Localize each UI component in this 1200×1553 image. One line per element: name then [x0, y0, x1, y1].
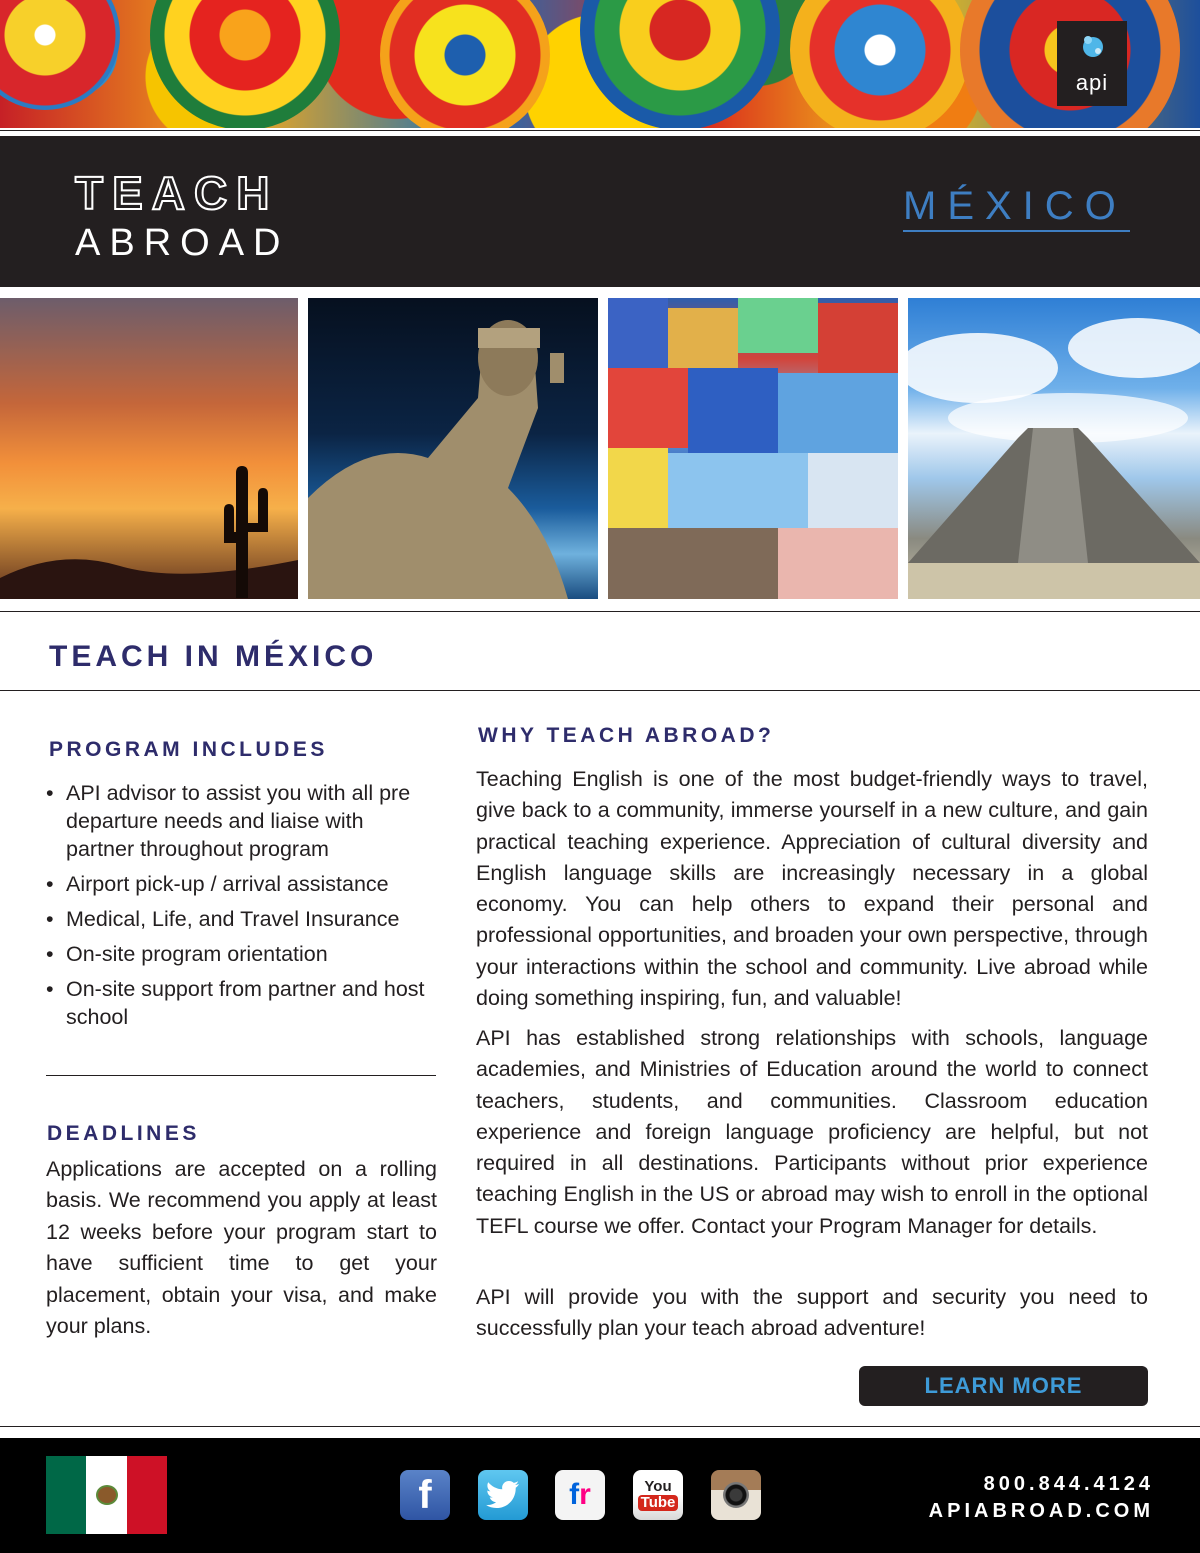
youtube-icon[interactable]: You Tube	[633, 1470, 683, 1520]
divider	[46, 1075, 436, 1076]
why-paragraph-3: API will provide you with the support and security you need to successfully plan your teach abroad adventure!	[476, 1285, 1148, 1341]
deadlines-heading: DEADLINES	[47, 1122, 200, 1145]
list-item: • On-site program orientation	[46, 942, 328, 966]
phone-number[interactable]: 800.844.4124	[983, 1473, 1154, 1495]
facebook-icon[interactable]: f	[400, 1470, 450, 1520]
program-includes-heading: PROGRAM INCLUDES	[49, 738, 328, 761]
bowl-decoration	[790, 0, 970, 128]
list-item: • On-site support from partner and host school	[46, 977, 425, 1029]
divider	[0, 130, 1200, 131]
deadlines-text: Applications are accepted on a rolling basis. We recommend you apply at least 12 weeks before your program start to have sufficient time to get your placement, obtain your visa, and make your plans.	[46, 1157, 437, 1339]
divider	[0, 1426, 1200, 1427]
list-item: • Airport pick-up / arrival assistance	[46, 872, 389, 896]
mexico-flag-icon	[46, 1456, 167, 1534]
camera-lens-icon	[723, 1482, 749, 1508]
api-logo-text: api	[1075, 70, 1109, 95]
why-paragraph-1: Teaching English is one of the most budget-friendly ways to travel, give back to a community, immerse yourself in a new culture, and gain practical teaching experience. Appreciation of cultural diversity and English language skills are increasingly necessary in a global economy. You can help others to expand their personal and professional opportunities, and broaden your own perspective, through your interactions within the school and community. Live abroad while doing something inspiring, fun, and valuable!	[476, 767, 1148, 1011]
contact-info	[929, 1471, 1154, 1525]
why-paragraph-2: API has established strong relationships with schools, language academies, and Ministries of Education around the world to connect teachers, students, and communities. Classroom education experience and foreign language proficiency are helpful, but not required in all destinations. Participants without prior experience teaching English in the US or abroad may wish to enroll in the optional TEFL course we offer. Contact your Program Manager for details.	[476, 1026, 1148, 1238]
bowl-decoration	[380, 0, 550, 128]
bowl-decoration	[0, 0, 120, 110]
instagram-icon[interactable]	[711, 1470, 761, 1520]
photo-colorful-houses	[608, 298, 898, 599]
list-item: • Medical, Life, and Travel Insurance	[46, 907, 400, 931]
divider	[0, 611, 1200, 612]
twitter-bird-icon	[486, 1481, 520, 1509]
photo-chac-mool-statue	[308, 298, 598, 599]
section-title: TEACH IN MÉXICO	[49, 640, 378, 673]
banner-title-teach: TEACH	[75, 167, 279, 219]
photo-chichen-itza	[908, 298, 1200, 599]
api-bubbles-icon	[1079, 33, 1105, 59]
bowl-decoration	[580, 0, 780, 128]
decorative-banner	[0, 0, 1200, 128]
country-title: MÉXICO	[903, 184, 1130, 232]
learn-more-button[interactable]: LEARN MORE	[859, 1366, 1148, 1406]
photo-sunset-cactus	[0, 298, 298, 599]
program-includes-list	[46, 779, 426, 1038]
twitter-icon[interactable]	[478, 1470, 528, 1520]
bowl-decoration	[150, 0, 340, 128]
eagle-emblem-icon	[96, 1485, 118, 1505]
divider	[0, 690, 1200, 691]
api-logo[interactable]	[1057, 21, 1127, 106]
list-item: • API advisor to assist you with all pre departure needs and liaise with partner throughout program	[46, 781, 411, 861]
flickr-icon[interactable]: f r	[555, 1470, 605, 1520]
website-link[interactable]: APIABROAD.COM	[928, 1500, 1154, 1522]
why-teach-heading: WHY TEACH ABROAD?	[478, 724, 775, 747]
banner-title-abroad: ABROAD	[75, 222, 290, 264]
